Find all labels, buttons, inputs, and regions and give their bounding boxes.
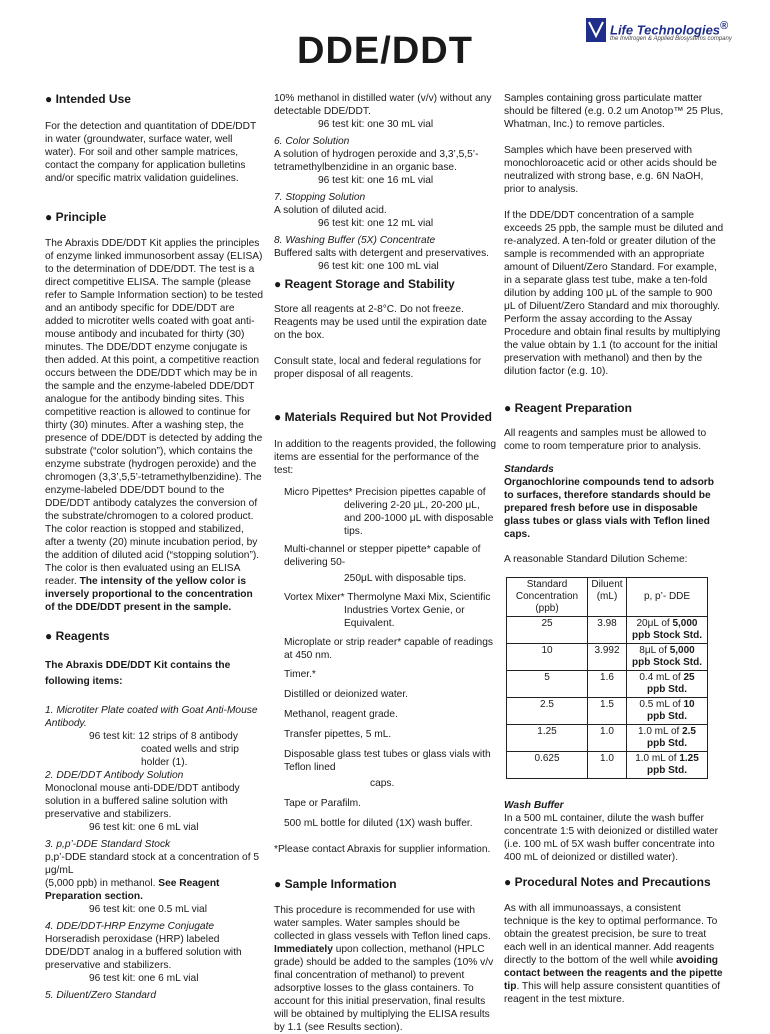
heading-intended-use: ● Intended Use [45, 92, 131, 106]
reagent-1-kit-2: coated wells and strip holder (1). [141, 744, 239, 768]
material-vortex-2: Industries Vortex Genie, or Equivalent. [344, 605, 465, 629]
table-cell: 1.0 mL of 2.5 ppb Std. [627, 725, 708, 752]
table-cell: 1.0 [588, 752, 627, 779]
material-water: Distilled or deionized water. [284, 689, 409, 700]
dilution-scheme-label: A reasonable Standard Dilution Scheme: [504, 554, 688, 565]
table-cell: 10 [507, 644, 588, 671]
reagent-4-kit: 96 test kit: one 6 mL vial [89, 973, 199, 984]
table-cell: 1.25 [507, 725, 588, 752]
heading-sample-information: ● Sample Information [274, 877, 397, 891]
material-micro-pipettes: Micro Pipettes* Precision pipettes capable of delivering 2-20 μL, 20-200 μL, and 200-1000 μL with disposable tips. [284, 487, 494, 537]
logo-name: Life Technologies® [610, 20, 729, 38]
heading-storage: ● Reagent Storage and Stability [274, 277, 455, 291]
table-header: Diluent (mL) [588, 578, 627, 617]
reagent-1-kit: 96 test kit: 12 strips of 8 antibody [89, 731, 238, 742]
preparation-text: All reagents and samples must be allowed to come to room temperature prior to analysis. [504, 428, 707, 452]
reagent-6-desc: A solution of hydrogen peroxide and 3,3’,5,5’-tetramethylbenzidine in an organic base. [274, 149, 479, 173]
column-3 [504, 92, 726, 1006]
preserved-text: Samples which have been preserved with monochloroacetic acid or other acids should be neutralized with strong base, e.g. 6N NaOH, prior to analysis. [504, 145, 717, 195]
heading-reagents: ● Reagents [45, 629, 110, 643]
table-cell: 0.625 [507, 752, 588, 779]
material-multichannel: Multi-channel or stepper pipette* capable of delivering 50- [284, 544, 481, 568]
table-cell: 1.0 mL of 1.25 ppb Std. [627, 752, 708, 779]
material-vortex: Vortex Mixer* Thermolyne Maxi Mix, Scientific [284, 592, 491, 603]
column-1 [45, 92, 265, 1002]
material-glass-tubes-2: caps. [370, 778, 395, 789]
page-title: DDE/DDT [297, 30, 473, 72]
reagent-7-title: 7. Stopping Solution [274, 192, 366, 203]
reagent-3-desc: p,p’-DDE standard stock at a concentration of 5 μg/mL [45, 852, 260, 876]
reagent-4-title: 4. DDE/DDT-HRP Enzyme Conjugate [45, 921, 215, 932]
reagent-7-desc: A solution of diluted acid. [274, 205, 387, 216]
standards-title: Standards [504, 464, 554, 475]
reagent-3-title: 3. p,p’-DDE Standard Stock [45, 839, 171, 850]
material-transfer-pipettes: Transfer pipettes, 5 mL. [284, 729, 392, 740]
material-timer: Timer.* [284, 669, 316, 680]
reagent-8-kit: 96 test kit: one 100 mL vial [318, 261, 439, 272]
procedural-text: As with all immunoassays, a consistent technique is the key to optimal performance. To obtain the greatest precision, be sure to treat each well in an identical manner. Add reagents directly to the bottom of the well while avoiding contact between the reagents and the pipette tip. This will help assure consistent quantities of reagent in the test mixture. [504, 903, 723, 1005]
table-cell: 2.5 [507, 698, 588, 725]
company-logo [586, 16, 756, 50]
sample-text: This procedure is recommended for use with water samples. Water samples should be collected in glass vessels with Teflon lined caps. Immediately upon collection, methanol (HPLC grade) should be added to the samples (10% v/v final concentration of methanol) to prevent adsorptive losses to the glass containers. To account for this initial preservation, final results will be obtained by multiplying the ELISA results by 1.1 (see Results section). [274, 905, 494, 1033]
table-row [507, 725, 708, 752]
material-glass-tubes: Disposable glass test tubes or glass vials with Teflon lined [284, 749, 491, 773]
diluent-desc: 10% methanol in distilled water (v/v) without any detectable DDE/DDT. [274, 93, 492, 117]
dilution-text: If the DDE/DDT concentration of a sample exceeds 25 ppb, the sample must be diluted and re-analyzed. A ten-fold or greater dilution of the sample is recommended with an appropriate amount of Diluent/Zero Standard. For example, in a separate glass test tube, make a ten-fold dilution by adding 100 μL of the sample to 900 μL of Diluent/Zero Standard and mix thoroughly. Perform the assay according to the Assay Procedure and obtain final results by multiplying the value obtain by 1.1 (to account for the initial preservation with methanol) and then by the dilution factor (e.g. 10). [504, 210, 724, 377]
material-multichannel-2: 250μL with disposable tips. [344, 573, 467, 584]
logo-tagline: the Invitrogen & Applied Biosystems company [610, 36, 732, 42]
reagent-8-desc: Buffered salts with detergent and preservatives. [274, 248, 490, 259]
table-cell: 0.4 mL of 25 ppb Std. [627, 671, 708, 698]
reagent-2-title: 2. DDE/DDT Antibody Solution [45, 770, 184, 781]
reagent-5-title: 5. Diluent/Zero Standard [45, 990, 156, 1001]
diluent-kit: 96 test kit: one 30 mL vial [318, 119, 434, 130]
reagent-8-title: 8. Washing Buffer (5X) Concentrate [274, 235, 436, 246]
reagent-3-desc-2: (5,000 ppb) in methanol. See Reagent Preparation section. [45, 878, 220, 902]
reagent-1-title: 1. Microtiter Plate coated with Goat Anti-Mouse Antibody. [45, 705, 258, 729]
table-cell: 20μL of 5,000 ppb Stock Std. [627, 617, 708, 644]
reagent-6-kit: 96 test kit: one 16 mL vial [318, 175, 434, 186]
materials-intro: In addition to the reagents provided, the following items are essential for the performance of the test: [274, 439, 497, 476]
table-row [507, 617, 708, 644]
reagent-2-desc: Monoclonal mouse anti-DDE/DDT antibody solution in a buffered saline solution with preservative and stabilizers. [45, 783, 240, 820]
table-cell: 1.0 [588, 725, 627, 752]
intended-use-text: For the detection and quantitation of DDE/DDT in water (groundwater, surface water, well water). For soil and other sample matrices, contact the company for application bulletins and/or specific matrix validation guidelines. [45, 121, 257, 184]
table-cell: 3.992 [588, 644, 627, 671]
table-cell: 1.6 [588, 671, 627, 698]
column-2 [274, 92, 496, 1034]
storage-text: Store all reagents at 2-8°C. Do not freeze. Reagents may be used until the expiration date on the box. [274, 304, 487, 341]
table-cell: 1.5 [588, 698, 627, 725]
material-reader: Microplate or strip reader* capable of readings at 450 nm. [284, 637, 493, 661]
disposal-text: Consult state, local and federal regulations for proper disposal of all reagents. [274, 356, 482, 380]
table-row [507, 752, 708, 779]
standards-text: Organochlorine compounds tend to adsorb to surfaces, therefore standards should be prepared fresh before use in disposable glass tubes or glass vials with Teflon lined caps. [504, 477, 714, 540]
heading-principle: ● Principle [45, 210, 107, 224]
material-tape: Tape or Parafilm. [284, 798, 362, 809]
table-cell: 25 [507, 617, 588, 644]
wash-buffer-text: In a 500 mL container, dilute the wash buffer concentrate 1:5 with deionized or distilled water (i.e. 100 mL of 5X wash buffer concentrate into 400 mL of deionized or distilled water). [504, 813, 719, 863]
table-header: p, p’- DDE [627, 578, 708, 617]
heading-reagent-preparation: ● Reagent Preparation [504, 401, 632, 415]
kit-contents-text: The Abraxis DDE/DDT Kit contains the following items: [45, 660, 231, 687]
reagent-6-title: 6. Color Solution [274, 136, 350, 147]
table-row [507, 671, 708, 698]
principle-text: The Abraxis DDE/DDT Kit applies the principles of enzyme linked immunosorbent assay (ELISA) to the determination of DDE/DDT. The test is a direct competitive ELISA. The sample (please refer to Sample Information section) to be tested and an antibody specific for DDE/DDT are added to microtiter wells coated with goat anti-mouse antibody and incubated for thirty (30) minutes. The DDE/DDT enzyme conjugate is then added. At this point, a competitive reaction occurs between the DDE/DDT which may be in the sample and the enzyme-labeled DDE/DDT analogue for the antibody binding sites. This competitive reaction is allowed to continue for thirty (30) minutes. After a washing step, the presence of DDE/DDT is detected by adding the substrate (“color solution”), which contains the enzyme substrate (hydrogen peroxide) and the chromogen (3,3’,5,5’-tetramethylbenzidine). The enzyme-labeled DDE/DDT bound to the DDE/DDT antibody catalyzes the conversion of the substrate/chromogen to a colored product. The color reaction is stopped and stabilized, after a twenty (20) minute incubation period, by the addition of diluted acid (“stopping solution”). The color is then evaluated using an ELISA reader. The intensity of the yellow color is inversely proportional to the concentration of the DDE/DDT present in the sample. [45, 238, 264, 613]
heading-procedural-notes: ● Procedural Notes and Precautions [504, 875, 711, 889]
particulate-text: Samples containing gross particulate matter should be filtered (e.g. 0.2 um Anotop™ 25 Plus, Whatman, Inc.) to remove particles. [504, 93, 724, 130]
standard-dilution-table [506, 577, 708, 779]
table-row [507, 644, 708, 671]
reagent-4-desc: Horseradish peroxidase (HRP) labeled DDE/DDT analog in a buffered solution with preservative and stabilizers. [45, 934, 242, 971]
table-cell: 0.5 mL of 10 ppb Std. [627, 698, 708, 725]
material-methanol: Methanol, reagent grade. [284, 709, 398, 720]
reagent-2-kit: 96 test kit: one 6 mL vial [89, 822, 199, 833]
table-header: Standard Concentration (ppb) [507, 578, 588, 617]
heading-materials: ● Materials Required but Not Provided [274, 410, 492, 424]
wash-buffer-title: Wash Buffer [504, 800, 564, 811]
table-cell: 5 [507, 671, 588, 698]
table-row [507, 698, 708, 725]
reagent-7-kit: 96 test kit: one 12 mL vial [318, 218, 434, 229]
reagent-3-kit: 96 test kit: one 0.5 mL vial [89, 904, 207, 915]
table-cell: 8μL of 5,000 ppb Stock Std. [627, 644, 708, 671]
life-technologies-logo-icon [586, 18, 606, 42]
table-cell: 3.98 [588, 617, 627, 644]
supplier-note: *Please contact Abraxis for supplier information. [274, 844, 491, 855]
material-wash-bottle: 500 mL bottle for diluted (1X) wash buffer. [284, 818, 473, 829]
